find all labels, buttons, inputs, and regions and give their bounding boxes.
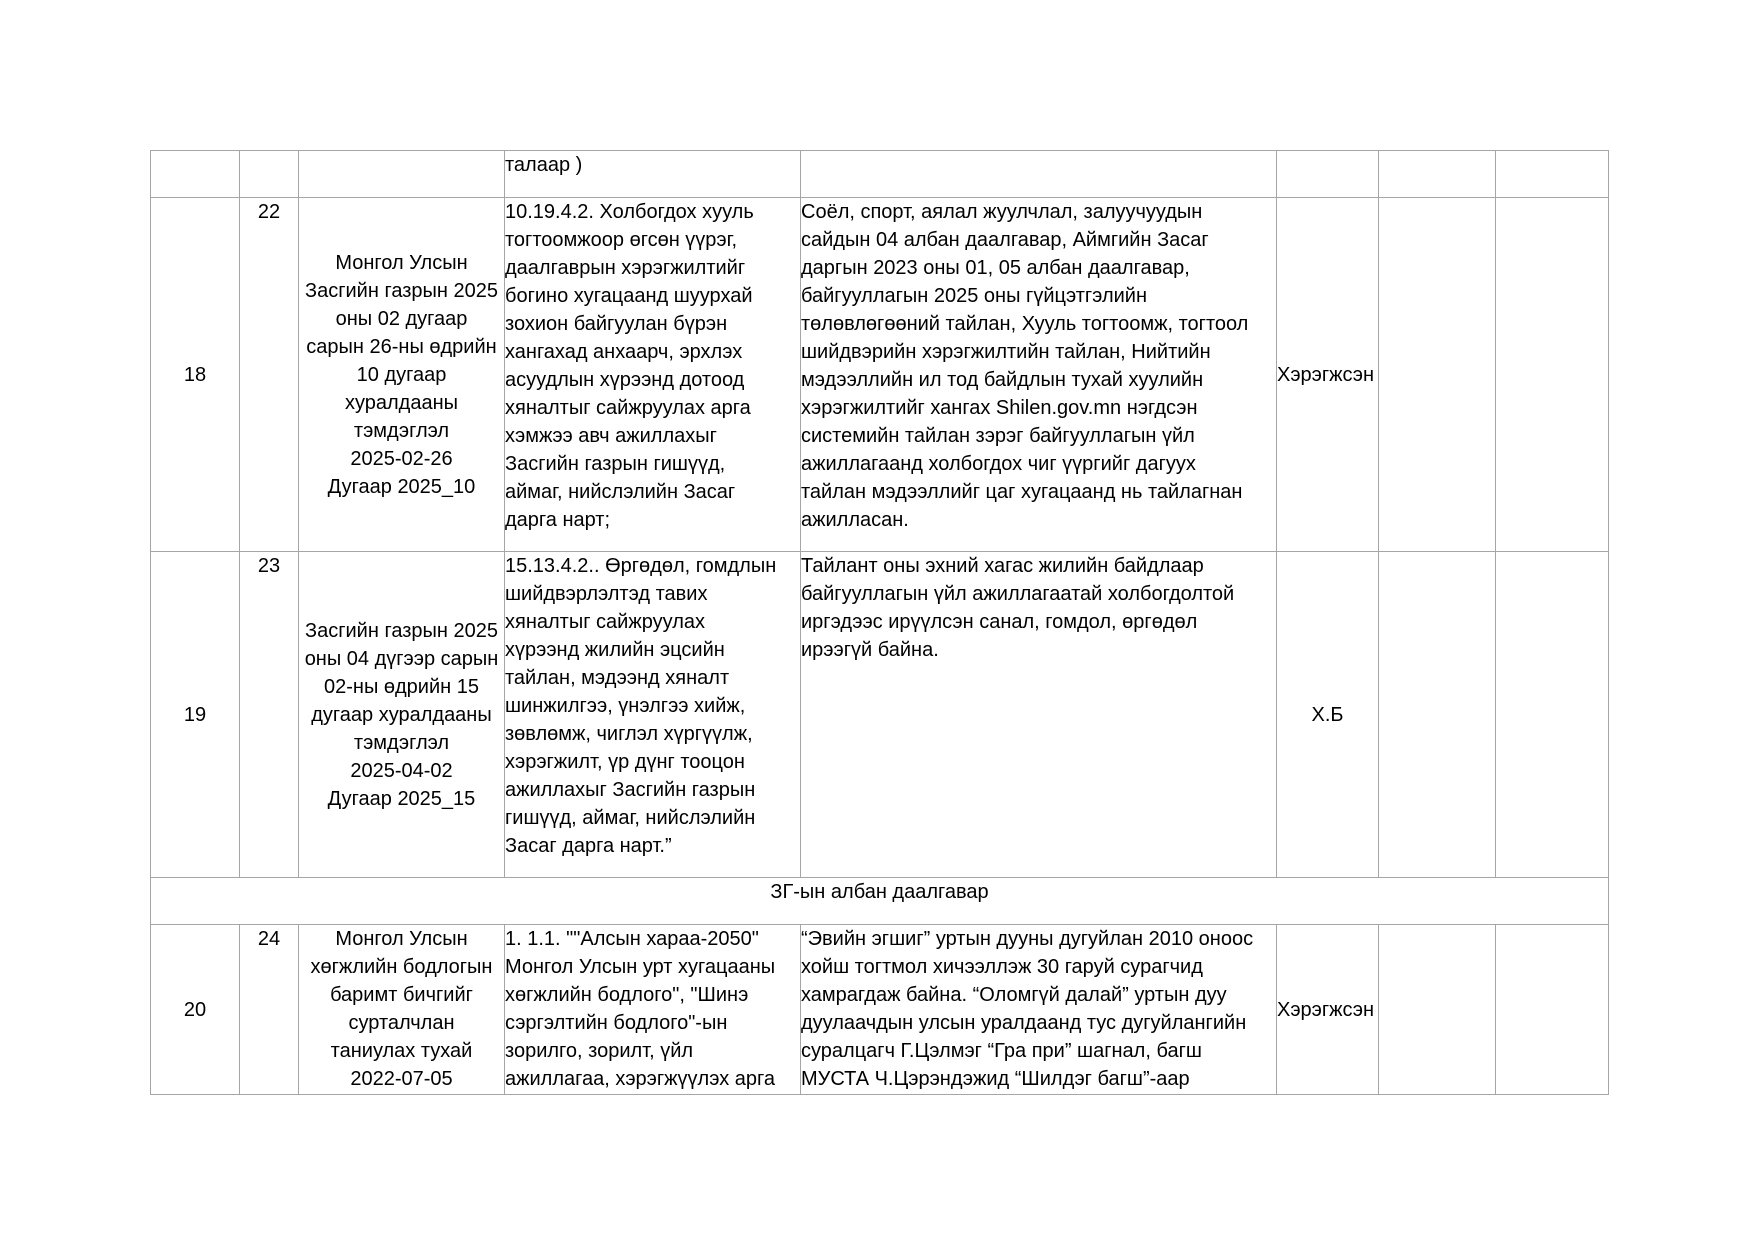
cell-report: Соёл, спорт, аялал жуулчлал, залуучуудын сайдын 04 албан даалгавар, Аймгийн Засаг даргын 2023 оны 01, 05 албан даалгавар, байгууллагын 2025 оны гүйцэтгэлийн төлөвлөгөөний тайлан, Хууль тогтоомж, тогтоол шийдвэрийн хэрэгжилтийн тайлан, Нийтийн мэдээллийн ил тод байдлын тухай хуулийн хэрэгжилтийг хангах Shilen.gov.mn нэгдсэн системийн тайлан зэрэг байгууллагын үйл ажиллагаанд холбогдох чиг үүргийг дагуух тайлан мэдээллийг цаг хугацаанд нь тайлагнан ажилласан. xyxy=(801,198,1277,552)
cell-status: Хэрэгжсэн xyxy=(1277,925,1379,1095)
cell-report: “Эвийн эгшиг” уртын дууны дугуйлан 2010 оноос хойш тогтмол хичээллэж 30 гаруй сурагчид хамрагдаж байна. “Оломгүй далай” уртын дуу дуулаачдын улсын уралдаанд тус дугуйлангийн суралцагч Г.Цэлмэг “Гра при” шагнал, багш МУСТА Ч.Цэрэндэжид “Шилдэг багш”-аар xyxy=(801,925,1277,1095)
cell-task: талаар ) xyxy=(505,151,801,198)
cell-extra-1 xyxy=(1379,552,1496,878)
section-title: ЗГ-ын албан даалгавар xyxy=(151,878,1609,925)
cell-no: 18 xyxy=(151,198,240,552)
cell-document xyxy=(299,151,505,198)
cell-status xyxy=(1277,151,1379,198)
cell-code: 24 xyxy=(240,925,299,1095)
table-row-19 xyxy=(151,552,1609,878)
cell-extra-1 xyxy=(1379,925,1496,1095)
cell-extra-1 xyxy=(1379,198,1496,552)
cell-document: Засгийн газрын 2025 оны 04 дүгээр сарын 02-ны өдрийн 15 дугаар хуралдааны тэмдэглэл 2025-04-02 Дугаар 2025_15 xyxy=(299,552,505,878)
cell-task: 1. 1.1. ""Алсын хараа-2050" Монгол Улсын урт хугацааны хөгжлийн бодлого", "Шинэ сэргэлтийн бодлого"-ын зорилго, зорилт, үйл ажиллагаа, хэрэгжүүлэх арга xyxy=(505,925,801,1095)
cell-document: Монгол Улсын Засгийн газрын 2025 оны 02 дугаар сарын 26-ны өдрийн 10 дугаар хуралдааны тэмдэглэл 2025-02-26 Дугаар 2025_10 xyxy=(299,198,505,552)
cell-extra-2 xyxy=(1496,151,1609,198)
cell-status: Хэрэгжсэн xyxy=(1277,198,1379,552)
cell-code: 22 xyxy=(240,198,299,552)
cell-extra-1 xyxy=(1379,151,1496,198)
cell-extra-2 xyxy=(1496,552,1609,878)
cell-document: Монгол Улсын хөгжлийн бодлогын баримт бичгийг сурталчлан таниулах тухай 2022-07-05 xyxy=(299,925,505,1095)
cell-no xyxy=(151,151,240,198)
cell-no: 19 xyxy=(151,552,240,878)
assignment-table xyxy=(150,150,1609,1095)
cell-code: 23 xyxy=(240,552,299,878)
cell-no: 20 xyxy=(151,925,240,1095)
table-row-18 xyxy=(151,198,1609,552)
cell-report: Тайлант оны эхний хагас жилийн байдлаар байгууллагын үйл ажиллагаатай холбогдолтой иргэдээс ирүүлсэн санал, гомдол, өргөдөл ирээгүй байна. xyxy=(801,552,1277,878)
section-row xyxy=(151,878,1609,925)
cell-report xyxy=(801,151,1277,198)
cell-task: 10.19.4.2. Холбогдох хууль тогтоомжоор өгсөн үүрэг, даалгаврын хэрэгжилтийг богино хугацаанд шуурхай зохион байгуулан бүрэн хангахад анхаарч, эрхлэх асуудлын хүрээнд дотоод хяналтыг сайжруулах арга хэмжээ авч ажиллахыг Засгийн газрын гишүүд, аймаг, нийслэлийн Засаг дарга нарт; xyxy=(505,198,801,552)
cell-extra-2 xyxy=(1496,925,1609,1095)
cell-code xyxy=(240,151,299,198)
cell-extra-2 xyxy=(1496,198,1609,552)
table-row-continuation xyxy=(151,151,1609,198)
table-row-20 xyxy=(151,925,1609,1095)
cell-status: Х.Б xyxy=(1277,552,1379,878)
cell-task: 15.13.4.2.. Өргөдөл, гомдлын шийдвэрлэлтэд тавих хяналтыг сайжруулах хүрээнд жилийн эцсийн тайлан, мэдээнд хяналт шинжилгээ, үнэлгээ хийж, зөвлөмж, чиглэл хүргүүлж, хэрэгжилт, үр дүнг тооцон ажиллахыг Засгийн газрын гишүүд, аймаг, нийслэлийн Засаг дарга нарт.” xyxy=(505,552,801,878)
